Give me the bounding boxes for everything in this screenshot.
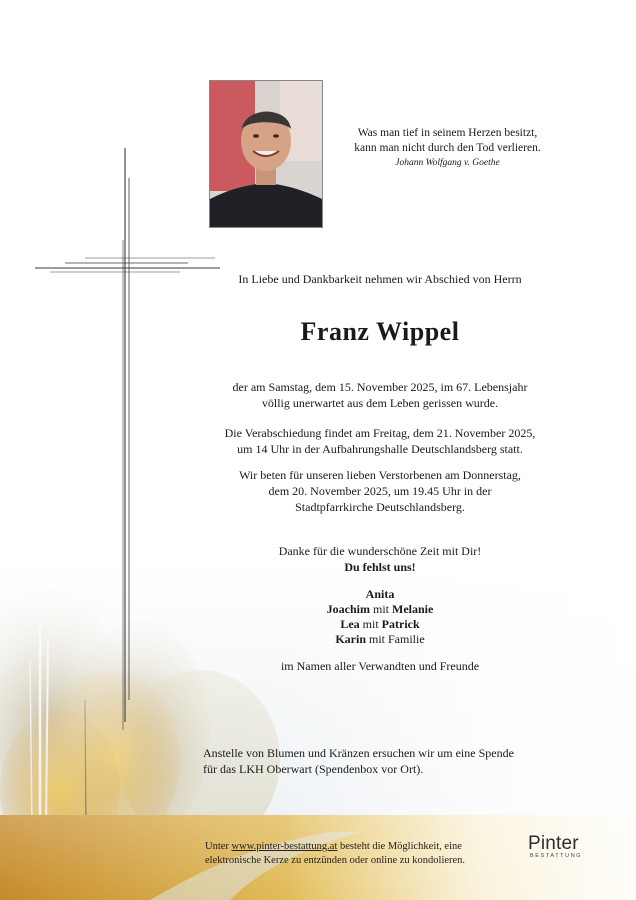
deceased-name: Franz Wippel: [300, 317, 460, 346]
family-connector: mit Familie: [366, 632, 425, 646]
family-member: [180, 587, 580, 602]
family-partner-name: Patrick: [381, 617, 420, 631]
relatives-text: im Namen aller Verwandten und Freunde: [280, 659, 480, 673]
death-line-1: der am Samstag, dem 15. November 2025, im 67. Lebensjahr: [232, 380, 528, 394]
footer-prefix: Unter: [205, 841, 232, 852]
donation-line-2: für das LKH Oberwart (Spendenbox vor Ort).: [203, 762, 424, 776]
portrait-photo: [209, 80, 323, 228]
prayer-line-2: dem 20. November 2025, um 19.45 Uhr in der: [268, 484, 492, 498]
goethe-quote: [335, 126, 560, 171]
prayer-line-1: Wir beten für unseren lieben Verstorbenen am Donnerstag,: [239, 468, 521, 482]
family-connector: mit: [370, 602, 393, 616]
quote-author: Johann Wolfgang v. Goethe: [395, 158, 500, 168]
family-member-name: Anita: [365, 587, 395, 601]
family-list: [180, 587, 580, 647]
quote-line-2: kann man nicht durch den Tod verlieren.: [354, 142, 541, 154]
intro-text: In Liebe und Dankbarkeit nehmen wir Abschied von Herrn: [238, 272, 522, 286]
family-partner-name: Melanie: [392, 602, 434, 616]
death-notice: [180, 379, 580, 411]
farewell-line-2: um 14 Uhr in der Aufbahrungshalle Deutschlandsberg statt.: [237, 442, 523, 456]
logo-subtitle: BESTATTUNG: [530, 853, 583, 859]
thanks-message: [180, 543, 580, 575]
footer-line-2: elektronische Kerze zu entzünden oder online zu kondolieren.: [205, 855, 466, 866]
family-member-name: Karin: [335, 632, 366, 646]
prayer-notice: [180, 467, 580, 515]
thanks-line-1: Danke für die wunderschöne Zeit mit Dir!: [278, 544, 482, 558]
quote-line-1: Was man tief in seinem Herzen besitzt,: [357, 127, 538, 139]
farewell-line-1: Die Verabschiedung findet am Freitag, dem 21. November 2025,: [224, 426, 536, 440]
family-connector: mit: [359, 617, 382, 631]
logo-brand: Pinter: [528, 833, 579, 854]
family-member-name: Lea: [340, 617, 360, 631]
pinter-logo: [528, 833, 608, 859]
death-line-2: völlig unerwartet aus dem Leben gerissen wurde.: [261, 396, 499, 410]
donation-line-1: Anstelle von Blumen und Kränzen ersuchen wir um eine Spende: [203, 746, 514, 760]
website-link[interactable]: www.pinter-bestattung.at: [231, 841, 338, 852]
family-member: [180, 617, 580, 632]
prayer-line-3: Stadtpfarrkirche Deutschlandsberg.: [295, 500, 465, 514]
family-member: [180, 602, 580, 617]
farewell-notice: [180, 425, 580, 457]
footer-line-1-rest: besteht die Möglichkeit, eine: [337, 841, 462, 852]
family-member-name: Joachim: [326, 602, 370, 616]
donation-notice: [203, 745, 583, 777]
family-member: [180, 632, 580, 647]
thanks-line-2: Du fehlst uns!: [344, 560, 416, 574]
online-condolence-note: [205, 840, 525, 868]
